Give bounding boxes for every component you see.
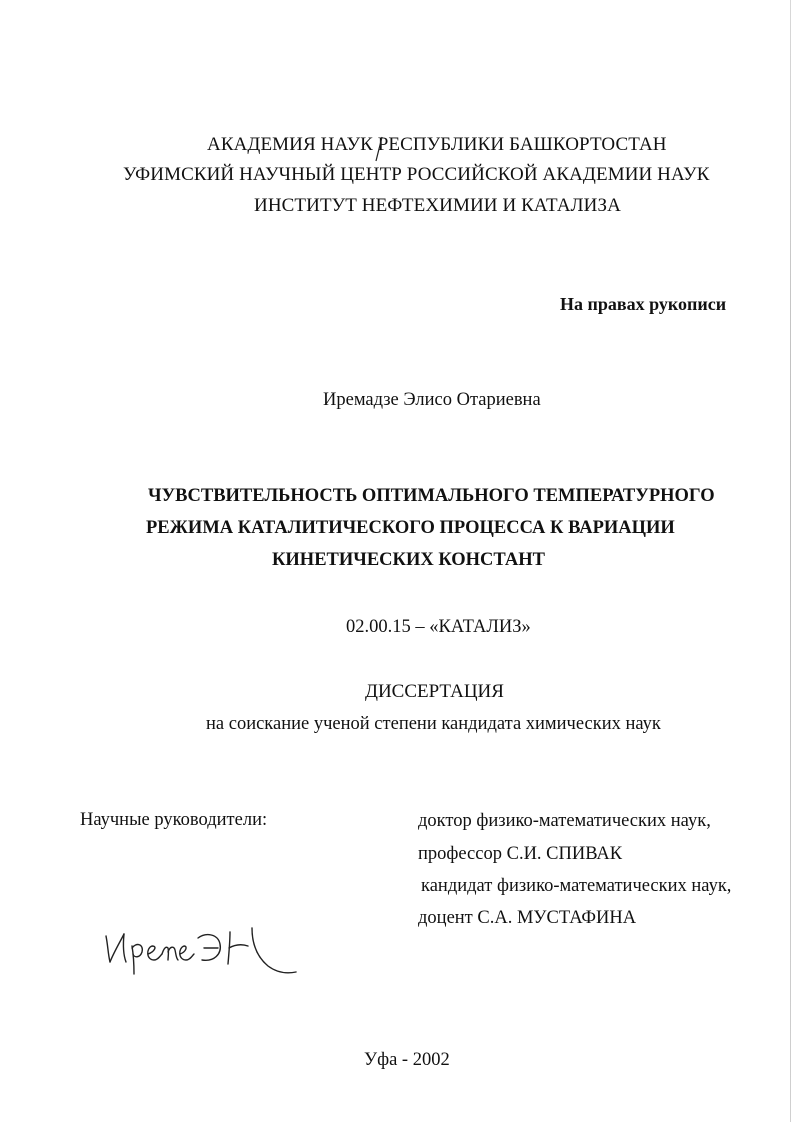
degree-statement: на соискание ученой степени кандидата химических наук — [206, 714, 661, 734]
header-line-academy: АКАДЕМИЯ НАУК РЕСПУБЛИКИ БАШКОРТОСТАН — [207, 134, 667, 155]
supervisor-1-name: профессор С.И. СПИВАК — [418, 844, 623, 864]
supervisor-2-name: доцент С.А. МУСТАФИНА — [418, 908, 637, 928]
handwritten-signature — [102, 918, 298, 976]
city-and-year: Уфа - 2002 — [364, 1050, 450, 1070]
thesis-title-line-1: ЧУВСТВИТЕЛЬНОСТЬ ОПТИМАЛЬНОГО ТЕМПЕРАТУРНОГО — [148, 486, 715, 506]
author-name: Иремадзе Элисо Отариевна — [323, 390, 541, 410]
scan-edge-shadow — [790, 0, 791, 1122]
work-type: ДИССЕРТАЦИЯ — [365, 681, 504, 702]
supervisors-label: Научные руководители: — [80, 810, 268, 830]
manuscript-rights-note: На правах рукописи — [560, 294, 727, 314]
pen-stroke-mark — [373, 136, 385, 162]
header-line-institute: ИНСТИТУТ НЕФТЕХИМИИ И КАТАЛИЗА — [254, 195, 621, 216]
specialty-code: 02.00.15 – «КАТАЛИЗ» — [346, 617, 531, 637]
thesis-title-line-3: КИНЕТИЧЕСКИХ КОНСТАНТ — [272, 550, 545, 570]
header-line-center: УФИМСКИЙ НАУЧНЫЙ ЦЕНТР РОССИЙСКОЙ АКАДЕМИИ НАУК — [123, 164, 710, 185]
supervisor-2-degree: кандидат физико-математических наук, — [421, 876, 732, 896]
supervisor-1-degree: доктор физико-математических наук, — [418, 811, 711, 831]
thesis-title-line-2: РЕЖИМА КАТАЛИТИЧЕСКОГО ПРОЦЕССА К ВАРИАЦИИ — [146, 518, 675, 538]
